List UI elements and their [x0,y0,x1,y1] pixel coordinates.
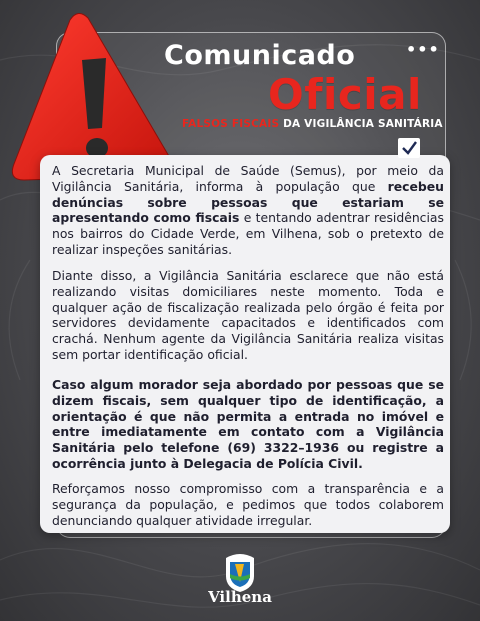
paragraph-4: Reforçamos nosso compromisso com a transparência e a segurança da população, e pedimos que todos colaborem denunciando qualquer atividade irregular. [52,481,444,528]
paragraph-3-bold: Caso algum morador seja abordado por pessoas que se dizem fiscais, sem qualquer tipo de identificação, a orientação é que não permita a entrada no imóvel e entre imediatamente em contato com a Vigilância Sanitária pelo telefone (69) 3322–1936 ou registre a ocorrência junto à Delegacia de Polícia Civil. [52,377,444,471]
checkmark-icon [398,138,420,158]
paragraph-2: Diante disso, a Vigilância Sanitária esclarece que não está realizando visitas domiciliares neste momento. Toda e qualquer ação de fiscalização realizada pelo órgão é feita por servidores devidamente capacitados e identificados com crachá. Nenhum agente da Vigilância Sanitária realiza visitas sem portar identificação oficial. [52,268,444,362]
paragraph-1 [52,163,444,258]
paragraph-1-bold: recebeu denúncias sobre pessoas que estariam se apresentando como fiscais [52,178,444,226]
title-comunicado: Comunicado [164,40,356,71]
vilhena-logo-text: Vilhena [208,588,272,606]
paragraph-1-text-a: A Secretaria Municipal de Saúde (Semus), por meio da Vigilância Sanitária, informa à população que [52,163,444,194]
title-oficial: Oficial [268,70,422,119]
subtitle-rest: DA VIGILÂNCIA SANITÁRIA [279,118,443,130]
ellipsis-icon[interactable]: ••• [406,40,440,59]
subtitle-highlight: FALSOS FISCAIS [182,118,280,130]
subtitle [182,118,443,130]
paragraph-1-text-c: e tentando adentrar residências nos bairros do Cidade Verde, em Vilhena, sob o pretexto de realizar inspeções sanitárias. [52,210,444,257]
